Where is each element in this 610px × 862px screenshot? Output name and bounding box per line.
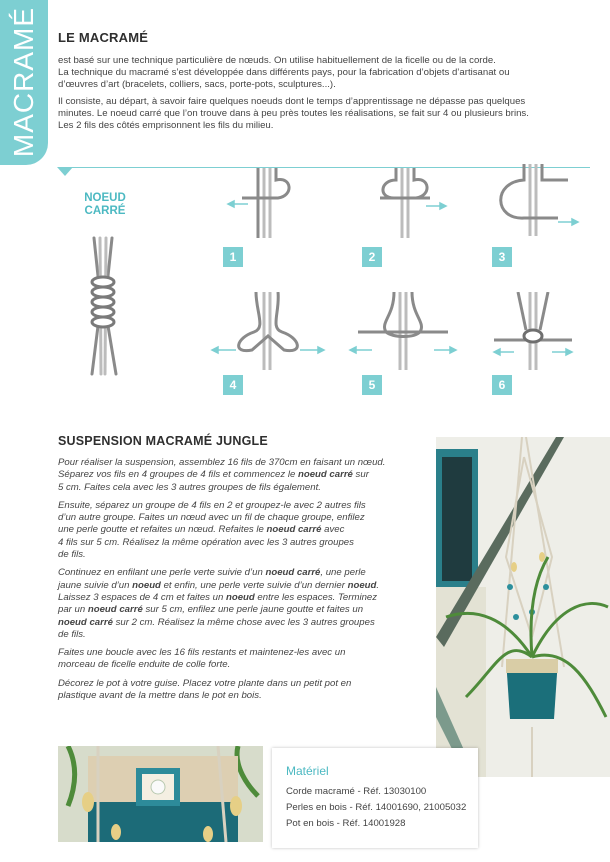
step-3-illustration: [488, 164, 588, 249]
materiel-box: [272, 748, 478, 848]
bold-term: noeud carré: [297, 469, 353, 481]
pot-detail-image: [58, 746, 263, 842]
bold-term: noeud carré: [58, 616, 113, 628]
step-5-illustration: [344, 292, 464, 372]
text: Laissez 3 espaces de 4 cm et faites un: [58, 591, 226, 603]
text: sur 5 cm, enfilez une perle jaune goutte et faites un: [142, 604, 364, 616]
bold-term: noeud carré: [266, 524, 322, 536]
bold-term: noeud: [225, 591, 255, 603]
instruction-paragraph: [58, 647, 418, 672]
intro-line: minutes. Le noeud carré que l’on trouve dans à peu près toutes les réalisations, se fait sur 4 ou plusieurs brins.: [58, 107, 529, 119]
text: d’un autre groupe. Faites un nœud avec un fil de chaque groupe, enfilez: [58, 512, 365, 524]
text: Ensuite, séparez un groupe de 4 fils en 2 et groupez-le avec 2 autres fils: [58, 499, 366, 511]
intro-paragraph-1: [58, 55, 578, 92]
text: 4 fils sur 5 cm. Réalisez la même opération avec les 3 autres groupes: [58, 536, 354, 548]
text: Faites une boucle avec les 16 fils restants et maintenez-les avec un: [58, 647, 346, 659]
text: Séparez vos fils en 4 groupes de 4 fils et commencez le: [58, 469, 298, 481]
materiel-item: Corde macramé - Réf. 13030100: [286, 786, 427, 797]
intro-line: Il consiste, au départ, à savoir faire quelques noeuds dont le temps d’apprentissage ne dépasse pas quelques: [58, 95, 526, 107]
instruction-paragraph: [58, 500, 418, 561]
step-6-illustration: [488, 292, 588, 372]
side-tab-label: MACRAMÉ: [8, 6, 39, 158]
instruction-paragraph: [58, 457, 418, 494]
text: Continuez en enfilant une perle verte suivie d’un: [58, 567, 266, 579]
text: jaune suivie d’un: [58, 579, 133, 591]
materiel-item: Perles en bois - Réf. 14001690, 21005032: [286, 802, 467, 813]
text: entre les espaces. Terminez: [254, 591, 378, 603]
side-tab: [0, 0, 48, 165]
text: sur: [352, 469, 369, 481]
step-2-illustration: [360, 168, 460, 253]
pot-detail-photo: [58, 746, 263, 842]
step-number: 4: [223, 375, 243, 395]
text: et enfin, une perle verte suivie d’un dernier: [160, 579, 348, 591]
intro-line: est basé sur une technique particulière de nœuds. On utilise habituellement de la ficelle ou de la corde.: [58, 55, 496, 66]
hanging-plant-image: [436, 437, 610, 777]
knot-title-line: CARRÉ: [84, 205, 126, 217]
finished-knot-illustration: [78, 236, 128, 376]
instruction-paragraph: [58, 567, 418, 641]
text: de fils.: [58, 628, 86, 640]
intro-line: d’œuvres d’art (bracelets, colliers, sacs, porte-pots, sculptures...).: [58, 79, 336, 91]
text: de fils.: [58, 549, 86, 561]
text: par un: [58, 604, 88, 616]
step-4-illustration: [208, 292, 328, 372]
text: Décorez le pot à votre guise. Placez votre plante dans un petit pot en: [58, 677, 352, 689]
instruction-paragraph: [58, 678, 418, 703]
text: avec: [321, 524, 345, 536]
materiel-title: Matériel: [286, 764, 329, 778]
knot-title: [72, 192, 138, 218]
bold-term: noeud carré: [87, 604, 143, 616]
hanging-plant-photo: [436, 437, 610, 777]
step-number: 3: [492, 247, 512, 267]
bold-term: noeud: [132, 579, 161, 591]
intro-section: [58, 30, 578, 134]
text: Pour réaliser la suspension, assemblez 16 fils de 370cm en faisant un nœud.: [58, 457, 386, 468]
text: sur 2 cm. Réalisez la même chose avec les 3 autres groupes: [112, 616, 375, 628]
text: 5 cm. Faites cela avec les 3 autres groupes de fils également.: [58, 481, 321, 493]
text: plastique avant de la mettre dans le pot en bois.: [58, 690, 262, 702]
text: morceau de ficelle enduite de colle forte.: [58, 659, 231, 671]
intro-title: LE MACRAMÉ: [58, 30, 149, 45]
section-title: SUSPENSION MACRAMÉ JUNGLE: [58, 434, 268, 448]
materiel-item: Pot en bois - Réf. 14001928: [286, 818, 406, 829]
bold-term: noeud carré: [265, 567, 321, 579]
text: une perle goutte et refaites un nœud. Refaites le: [58, 524, 267, 536]
intro-line: La technique du macramé s’est développée dans différents pays, pour la fabrication d’objets d’artisanat ou: [58, 67, 510, 79]
text: , une perle: [320, 567, 366, 579]
text: .: [376, 579, 380, 591]
instructions-section: [58, 434, 418, 708]
bold-term: noeud: [347, 579, 377, 591]
knot-title-line: NOEUD: [84, 192, 126, 204]
step-number: 1: [223, 247, 243, 267]
step-number: 6: [492, 375, 512, 395]
step-number: 5: [362, 375, 382, 395]
divider-triangle-marker: [57, 167, 73, 176]
intro-paragraph-2: [58, 96, 578, 133]
intro-line: Les 2 fils des côtés emprisonnent les fils du milieu.: [58, 120, 274, 132]
step-1-illustration: [222, 168, 322, 253]
step-number: 2: [362, 247, 382, 267]
